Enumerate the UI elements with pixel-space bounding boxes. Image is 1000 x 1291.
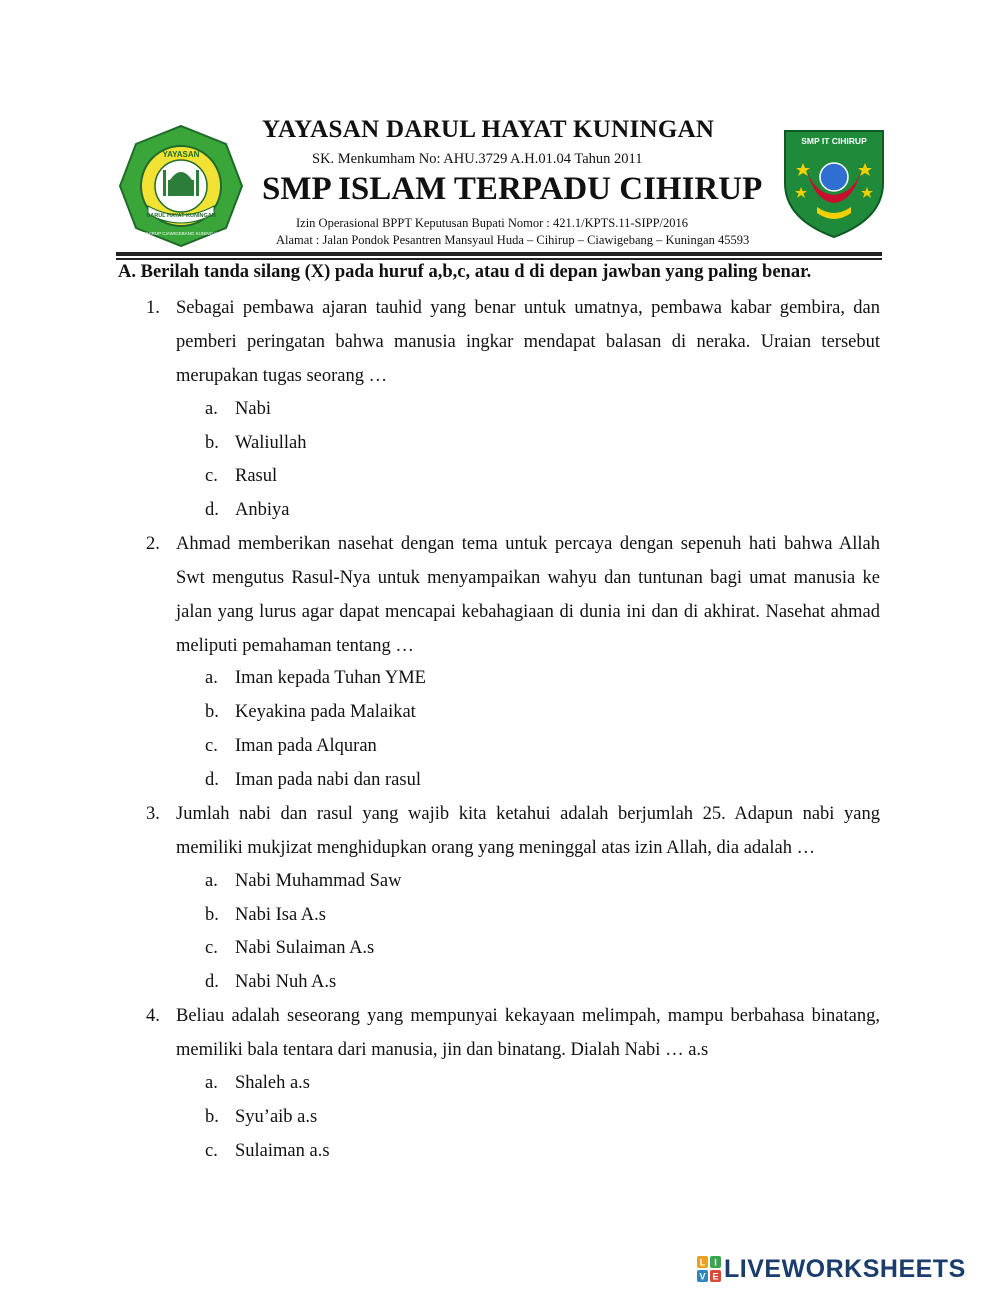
option-text: Waliullah [235, 433, 307, 453]
question-number: 1. [146, 298, 160, 318]
option-text: Rasul [235, 466, 278, 486]
option-text: Nabi Muhammad Saw [235, 871, 402, 891]
shield-banner-text: SMP IT CIHIRUP [801, 136, 867, 146]
question-text: Ahmad memberikan nasehat dengan tema untuk percaya dengan sepenuh hati bahwa Allah Swt mengutus Rasul-Nya untuk menyampaikan wahyu dan tuntunan bagi umat manusia ke jalan yang lurus agar dapat mencapai kebahagiaan di dunia ini dan di akhirat. Nasehat ahmad meliputi pemahaman tentang … [176, 534, 880, 656]
question-number: 2. [146, 534, 160, 554]
decree-number: SK. Menkumham No: AHU.3729 A.H.01.04 Tahun 2011 [312, 151, 643, 167]
option-letter: c. [205, 736, 218, 756]
option-text: Sulaiman a.s [235, 1141, 330, 1161]
option-letter: c. [205, 466, 218, 486]
question-text: Beliau adalah seseorang yang mempunyai kekayaan melimpah, mampu berbahasa binatang, memiliki bala tentara dari manusia, jin dan binatang. Dialah Nabi … a.s [176, 1006, 880, 1060]
option-2b[interactable] [205, 695, 416, 729]
option-1a[interactable] [205, 392, 271, 426]
option-text: Shaleh a.s [235, 1073, 311, 1093]
school-shield-icon [779, 123, 889, 241]
header-divider-thick [116, 252, 882, 256]
question-text: Jumlah nabi dan rasul yang wajib kita ketahui adalah berjumlah 25. Adapun nabi yang memiliki mukjizat menghidupkan orang yang meninggal atas izin Allah, dia adalah … [176, 804, 880, 858]
question-3 [146, 797, 880, 865]
svg-text:L: L [699, 1257, 706, 1268]
option-letter: d. [205, 972, 219, 992]
option-3b[interactable] [205, 898, 326, 932]
option-1c[interactable] [205, 459, 277, 493]
option-text: Iman kepada Tuhan YME [235, 668, 426, 688]
operational-permit: Izin Operasional BPPT Keputusan Bupati Nomor : 421.1/KPTS.11-SIPP/2016 [296, 216, 689, 230]
school-name: SMP ISLAM TERPADU CIHIRUP [262, 171, 763, 207]
option-2c[interactable] [205, 729, 377, 763]
option-text: Iman pada Alquran [235, 736, 377, 756]
option-3a[interactable] [205, 864, 401, 898]
question-number: 4. [146, 1006, 160, 1026]
option-letter: a. [205, 668, 218, 688]
svg-text:E: E [712, 1271, 719, 1282]
option-text: Nabi [235, 399, 271, 419]
logo-top-text: YAYASAN [162, 150, 200, 159]
option-1d[interactable] [205, 493, 289, 527]
option-2d[interactable] [205, 763, 421, 797]
option-4c[interactable] [205, 1134, 330, 1168]
option-3c[interactable] [205, 931, 374, 965]
option-text: Syu’aib a.s [235, 1107, 318, 1127]
option-1b[interactable] [205, 426, 306, 460]
logo-ribbon-text: DARUL HAYAT KUNINGAN [146, 213, 216, 219]
option-letter: a. [205, 1073, 218, 1093]
logo-bottom-text: CIHIRUP CIAWIGEBANG KUNINGAN [142, 231, 220, 236]
option-text: Anbiya [235, 500, 290, 520]
option-4b[interactable] [205, 1100, 317, 1134]
option-letter: b. [205, 433, 219, 453]
header-divider-thin [116, 258, 882, 260]
question-1 [146, 291, 880, 393]
option-letter: c. [205, 938, 218, 958]
option-4a[interactable] [205, 1066, 310, 1100]
option-3d[interactable] [205, 965, 336, 999]
option-text: Iman pada nabi dan rasul [235, 770, 421, 790]
question-2 [146, 527, 880, 663]
option-letter: a. [205, 871, 218, 891]
liveworksheets-logo-icon [697, 1256, 721, 1282]
option-text: Keyakina pada Malaikat [235, 702, 416, 722]
liveworksheets-watermark [697, 1252, 966, 1286]
option-text: Nabi Sulaiman A.s [235, 938, 375, 958]
section-a-instruction: A. Berilah tanda silang (X) pada huruf a,b,c, atau d di depan jawban yang paling benar. [118, 262, 812, 282]
option-text: Nabi Nuh A.s [235, 972, 337, 992]
option-letter: c. [205, 1141, 218, 1161]
question-number: 3. [146, 804, 160, 824]
option-letter: b. [205, 1107, 219, 1127]
question-text: Sebagai pembawa ajaran tauhid yang benar untuk umatnya, pembawa kabar gembira, dan pemberi peringatan bahwa manusia ingkar mendapat balasan di neraka. Uraian tersebut merupakan tugas seorang … [176, 298, 880, 386]
option-letter: b. [205, 905, 219, 925]
option-2a[interactable] [205, 661, 426, 695]
option-letter: a. [205, 399, 218, 419]
option-letter: d. [205, 500, 219, 520]
svg-text:V: V [699, 1271, 706, 1282]
option-letter: d. [205, 770, 219, 790]
school-address: Alamat : Jalan Pondok Pesantren Mansyaul Huda – Cihirup – Ciawigebang – Kuningan 45593 [276, 233, 750, 247]
foundation-logo-icon [118, 124, 244, 248]
option-text: Nabi Isa A.s [235, 905, 326, 925]
option-letter: b. [205, 702, 219, 722]
foundation-name: YAYASAN DARUL HAYAT KUNINGAN [262, 116, 715, 143]
svg-text:I: I [714, 1257, 717, 1268]
watermark-text: LIVEWORKSHEETS [724, 1254, 966, 1283]
question-4 [146, 999, 880, 1067]
